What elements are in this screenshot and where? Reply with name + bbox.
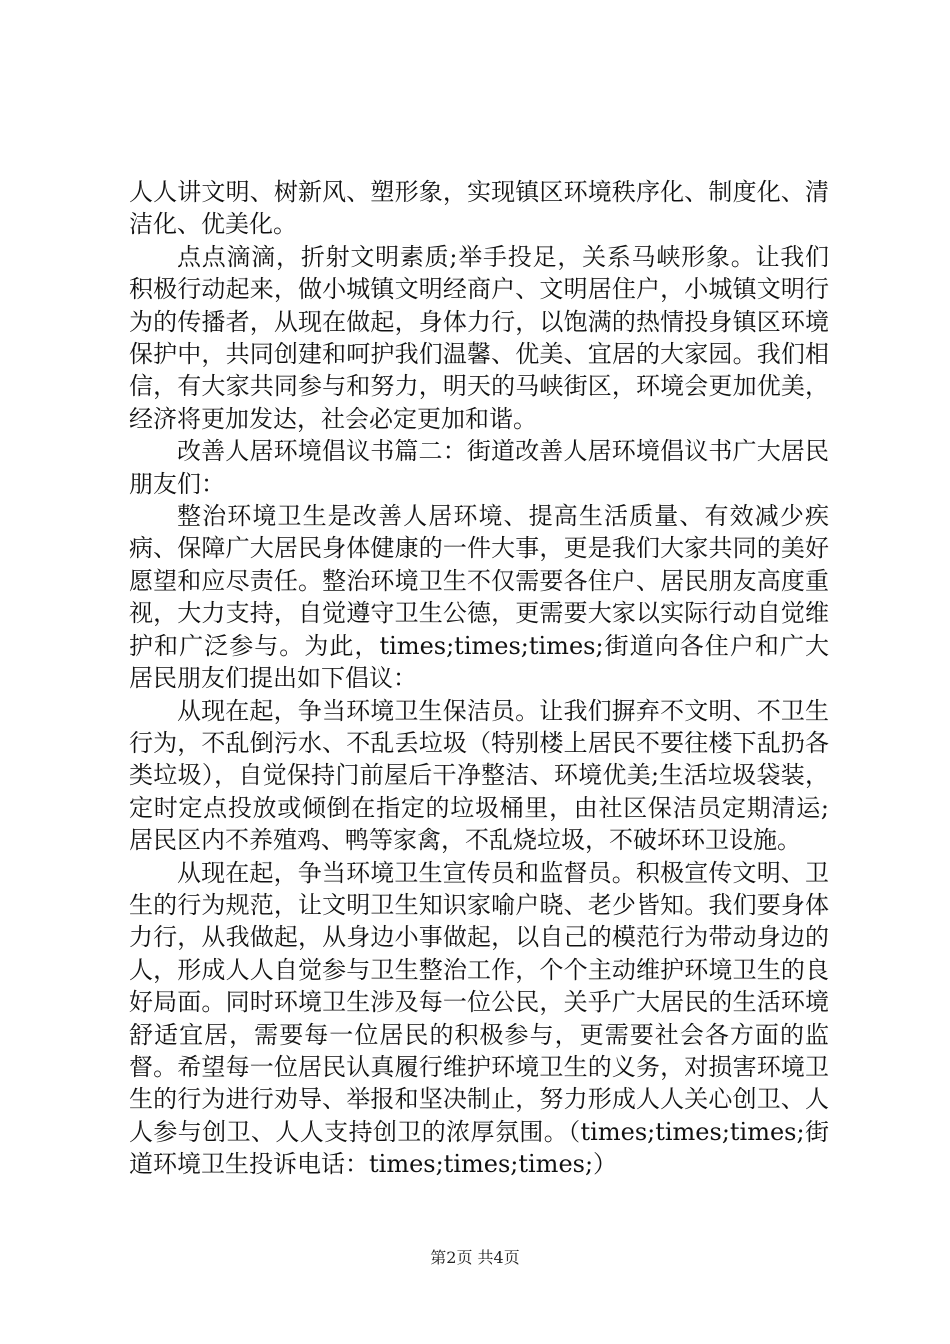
paragraph: 点点滴滴，折射文明素质;举手投足，关系马峡形象。让我们积极行动起来，做小城镇文明经商户、文明居住户，小城镇文明行为的传播者，从现在做起，身体力行，以饱满的热情投身镇区环境保护中，共同创建和呵护我们温馨、优美、宜居的大家园。我们相信，有大家共同参与和努力，明天的马峡街区，环境会更加优美，经济将更加发达，社会必定更加和谐。 [129,242,829,433]
paragraph-continued: 人人讲文明、树新风、塑形象，实现镇区环境秩序化、制度化、清洁化、优美化。 [129,178,829,239]
paragraph: 从现在起，争当环境卫生宣传员和监督员。积极宣传文明、卫生的行为规范，让文明卫生知识家喻户晓、老少皆知。我们要身体力行，从我做起，从身边小事做起，以自己的模范行为带动身边的人，形成人人自觉参与卫生整治工作，个个主动维护环境卫生的良好局面。同时环境卫生涉及每一位公民，关乎广大居民的生活环境舒适宜居，需要每一位居民的积极参与，更需要社会各方面的监督。希望每一位居民认真履行维护环境卫生的义务，对损害环境卫生的行为进行劝导、举报和坚决制止，努力形成人人关心创卫、人人参与创卫、人人支持创卫的浓厚氛围。（times;times;times;街道环境卫生投诉电话：times;times;times;） [129,858,829,1179]
section-heading-paragraph: 改善人居环境倡议书篇二：街道改善人居环境倡议书广大居民朋友们： [129,437,829,498]
page-number-footer: 第2页 共4页 [430,1248,520,1267]
document-body [129,176,829,1181]
paragraph: 从现在起，争当环境卫生保洁员。让我们摒弃不文明、不卫生行为，不乱倒污水、不乱丢垃圾（特别楼上居民不要往楼下乱扔各类垃圾），自觉保持门前屋后干净整洁、环境优美;生活垃圾袋装，定时定点投放或倾倒在指定的垃圾桶里，由社区保洁员定期清运;居民区内不养殖鸡、鸭等家禽，不乱烧垃圾，不破坏环卫设施。 [129,696,829,855]
paragraph: 整治环境卫生是改善人居环境、提高生活质量、有效减少疾病、保障广大居民身体健康的一件大事，更是我们大家共同的美好愿望和应尽责任。整治环境卫生不仅需要各住户、居民朋友高度重视，大力支持，自觉遵守卫生公德，更需要大家以实际行动自觉维护和广泛参与。为此，times;times;times;街道向各住户和广大居民朋友们提出如下倡议： [129,502,829,693]
